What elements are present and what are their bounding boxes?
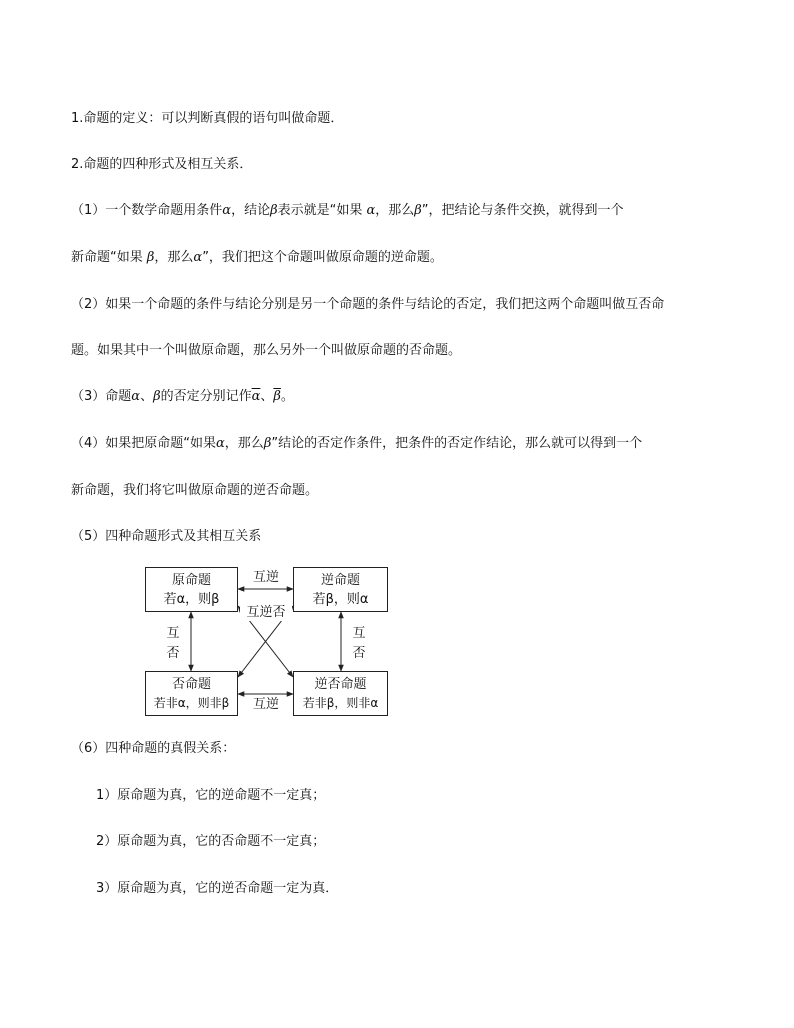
not-alpha-symbol: $\overline{\alpha}$ — [251, 389, 261, 404]
alpha-symbol: α — [193, 250, 203, 265]
converse-form: 若β，则α — [312, 591, 369, 607]
item-1-text-g: ，那么 — [154, 250, 194, 265]
item-3-end: 。 — [280, 389, 294, 404]
beta-symbol: β — [414, 203, 422, 218]
item-1-text-f: 新命题“如果 — [71, 250, 147, 265]
section-1-definition: 1.命题的定义：可以判断真假的语句叫做命题． — [71, 111, 344, 126]
right-relation-char-2: 否 — [352, 646, 366, 661]
truth-rule-1: 1）原命题为真，它的逆命题不一定真； — [96, 788, 326, 803]
item-3-sep-2: 、 — [260, 389, 274, 404]
alpha-symbol: α — [216, 436, 225, 451]
item-4-text-b: ，那么 — [224, 436, 264, 451]
right-relation-label — [350, 626, 368, 662]
beta-symbol: β — [146, 250, 155, 265]
item-3-text-a: （3）命题 — [71, 389, 132, 404]
item-1-text-a: （1）一个数学命题用条件 — [71, 203, 223, 218]
item-2-line-2: 题。如果其中一个叫做原命题，那么另外一个叫做原命题的否命题。 — [71, 343, 462, 358]
alpha-symbol: α — [366, 203, 376, 218]
beta-symbol: β — [270, 203, 278, 218]
item-4-line-2: 新命题，我们将它叫做原命题的逆否命题。 — [71, 483, 319, 498]
beta-symbol: β — [153, 389, 161, 404]
left-relation-char-1: 互 — [166, 626, 180, 641]
not-beta-symbol: $\overline{\beta}$ — [273, 389, 281, 404]
truth-rule-2: 2）原命题为真，它的否命题不一定真； — [96, 834, 326, 849]
contrapositive-form: 若非β，则非α — [302, 695, 379, 710]
item-2-line-1: （2）如果一个命题的条件与结论分别是另一个命题的条件与结论的否定，我们把这两个命题叫做互否命 — [71, 297, 665, 312]
item-1-text-b: ，结论 — [231, 203, 271, 218]
contrapositive-title: 逆否命题 — [314, 676, 367, 692]
original-proposition-box — [145, 567, 238, 612]
alpha-symbol: α — [131, 389, 141, 404]
original-form: 若α，则β — [163, 591, 220, 607]
beta-symbol: β — [263, 436, 272, 451]
left-relation-label — [164, 626, 182, 662]
item-1-text-e: ”，把结论与条件交换，就得到一个 — [421, 203, 624, 218]
section-2-heading: 2.命题的四种形式及相互关系． — [71, 157, 253, 172]
top-relation-label: 互逆 — [252, 570, 279, 585]
item-1-text-h: ”，我们把这个命题叫做原命题的逆命题。 — [202, 250, 443, 265]
converse-proposition-box — [293, 567, 388, 612]
item-3-sep: 、 — [140, 389, 154, 404]
alpha-symbol: α — [222, 203, 232, 218]
item-5-title: （5）四种命题形式及其相互关系 — [71, 529, 262, 544]
inverse-proposition-box — [145, 671, 238, 716]
cross-relation-label: 互逆否 — [240, 605, 292, 621]
inverse-form: 若非α，则非β — [153, 695, 230, 710]
item-4-text-c: ”结论的否定作条件，把条件的否定作结论，那么就可以得到一个 — [271, 436, 643, 451]
right-relation-char-1: 互 — [352, 626, 366, 641]
contrapositive-proposition-box — [293, 671, 388, 716]
original-title: 原命题 — [171, 572, 211, 588]
converse-title: 逆命题 — [320, 572, 360, 588]
item-4-text-a: （4）如果把原命题“如果 — [71, 436, 217, 451]
left-relation-char-2: 否 — [166, 646, 180, 661]
item-3-text-b: 的否定分别记作 — [160, 389, 252, 404]
item-1-text-c: 表示就是“如果 — [277, 203, 367, 218]
inverse-title: 否命题 — [171, 676, 211, 692]
bottom-relation-label: 互逆 — [252, 697, 279, 712]
item-1-text-d: ，那么 — [375, 203, 415, 218]
item-6-title: （6）四种命题的真假关系： — [71, 741, 236, 756]
truth-rule-3: 3）原命题为真，它的逆否命题一定为真． — [96, 881, 339, 896]
